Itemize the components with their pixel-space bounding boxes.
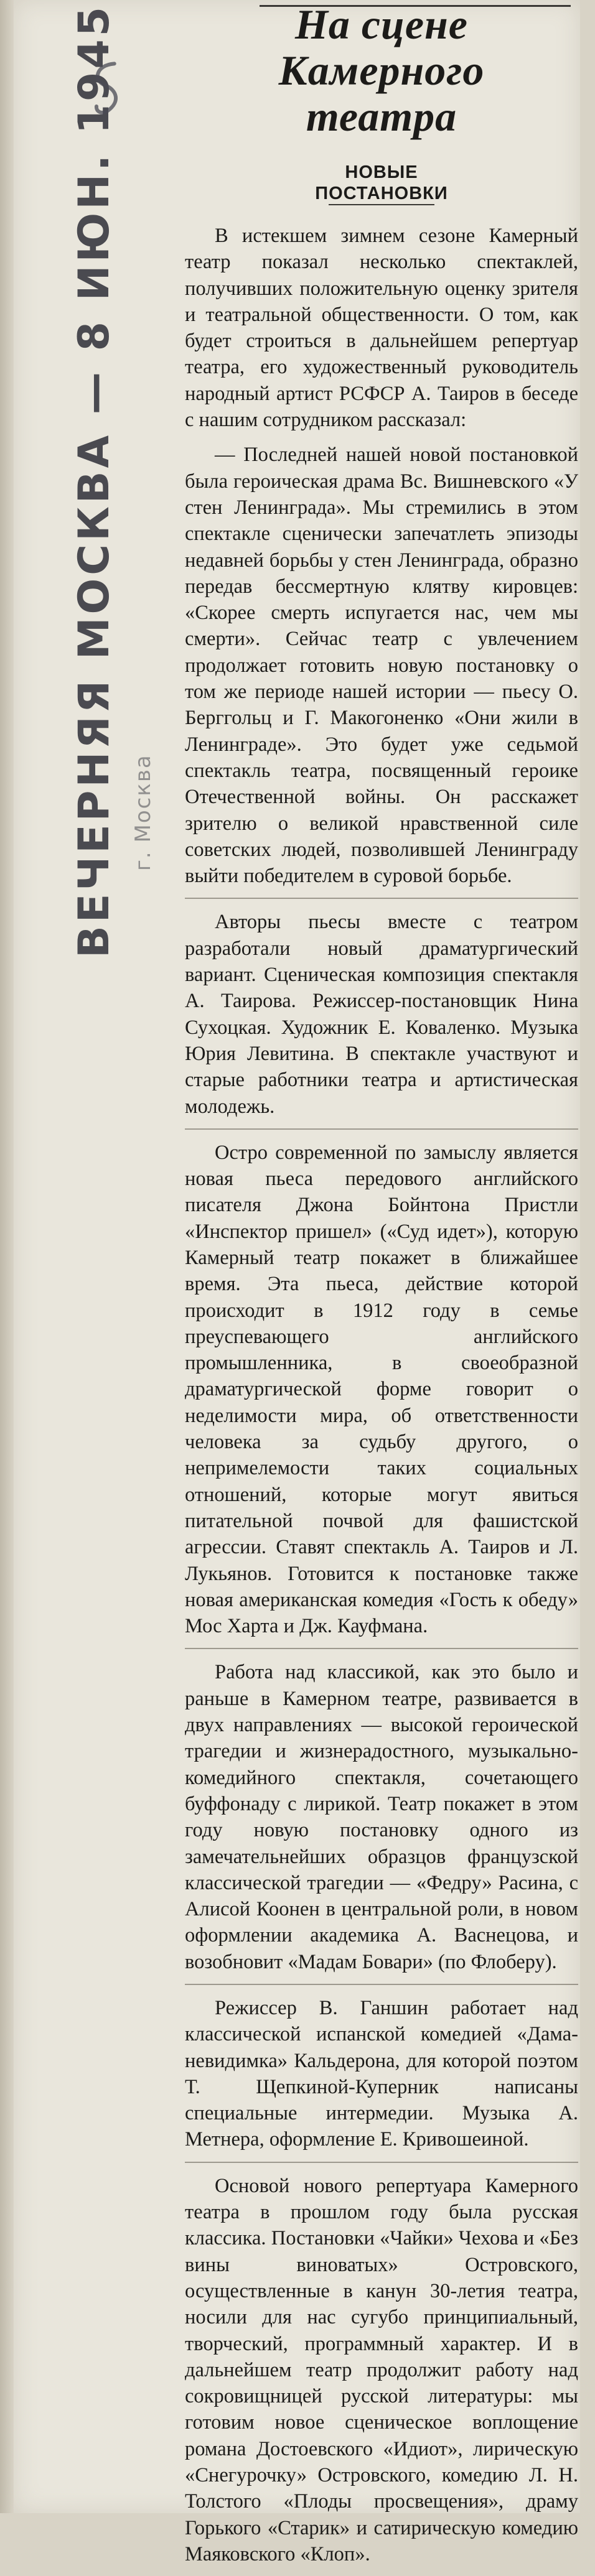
stamp-city: г. Москва xyxy=(131,754,156,871)
article-body xyxy=(185,223,578,2567)
paragraph-divider xyxy=(185,1128,578,1130)
paragraph-leningrad: — Последней нашей новой постановкой была героическая драма Вс. Вишневского «У стен Ленинграда». Мы стремились в этом спектакле сценически запечатлеть эпизоды недавней борьбы у стен Ленинграда, образно передав бессмертную клятву кировцев: «Скорее смерть испугается нас, чем мы смерти». Сейчас театр с увлечением продолжает готовить новую постановку о том же периоде нашей истории — пьесу О. Берггольц и Г. Макогоненко «Они жили в Ленинграде». Это будет уже седьмой спектакль театра, посвященный героике Отечественной войны. Он расскажет зрителю о великой нравственной силе советских людей, позволившей Ленинграду выйти победителем в суровой борьбе. xyxy=(185,444,578,888)
paragraph-divider xyxy=(185,1984,578,1985)
paragraph-divider xyxy=(185,2162,578,2163)
subhead-rule xyxy=(329,204,434,205)
paragraph-russian-classics: Основой нового репертуара Камерного театра в прошлом году была русская классика. Постановки «Чайки» Чехова и «Без вины виноватых» Островского, осуществленные в канун 30-летия театра, носили для нас сугубо принципиальный, творческий, программный характер. И в дальнейшем театр продолжит работу над сокровищницей русской литературы: мы готовим новое сценическое воплощение романа Достоевского «Идиот», лирическую «Снегурочку» Островского, комедию Л. Н. Толстого «Плоды просвещения», драму Горького «Старик» и сатирическую комедию Маяковского «Клоп». xyxy=(185,2174,578,2565)
handwritten-mark xyxy=(83,57,135,128)
newspaper-date-stamp xyxy=(57,4,188,958)
headline-line-3: театра xyxy=(306,93,457,140)
paragraph-calderon: Режиссер В. Ганшин работает над классической испанской комедией «Дама-невидимка» Кальдерона, для которой поэтом Т. Щепкиной-Куперник написаны специальные интермедии. Музыка А. Метнера, оформление Е. Кривошеиной. xyxy=(185,1997,578,2151)
paragraph-divider xyxy=(185,898,578,899)
stamp-text: ВЕЧЕРНЯЯ МОСКВА — 8 ИЮН. 1945 xyxy=(70,4,119,958)
paragraph-divider xyxy=(185,1648,578,1649)
headline-line-1: На сцене xyxy=(294,1,468,48)
subhead-line-1: НОВЫЕ xyxy=(345,162,418,182)
paragraph-classics: Работа над классикой, как это было и раньше в Камерном театре, развивается в двух направлениях — высокой героической трагедии и жизнерадостного, музыкально-комедийного спектакля, сочетающего буффонаду с лирикой. Театр покажет в этом году новую постановку одного из замечательнейших образцов французской классической трагедии — «Федру» Расина, с Алисой Коонен в центральной роли, в новом оформлении академика А. Васнецова, и возобновит «Мадам Бовари» (по Флоберу). xyxy=(185,1661,578,1973)
subhead-line-2: ПОСТАНОВКИ xyxy=(315,184,448,203)
top-rule xyxy=(260,5,571,7)
newspaper-clipping xyxy=(14,0,580,2565)
page-edge-shadow xyxy=(0,0,14,2513)
paragraph-intro: В истекшем зимнем сезоне Камерный театр показал несколько спектаклей, получивших положительную оценку зрителя и театральной общественности. О том, как будет строиться в дальнейшем репертуар театра, его художественный руководитель народный артист РСФСР А. Таиров в беседе с нашим сотрудником рассказал: xyxy=(185,225,578,432)
paragraph-authors: Авторы пьесы вместе с театром разработали новый драматургический вариант. Сценическая композиция спектакля А. Таирова. Режиссер-постановщик Нина Сухоцкая. Художник Е. Коваленко. Музыка Юрия Левитина. В спектакле участвуют и старые работники театра и артистическая молодежь. xyxy=(185,911,578,1118)
headline-line-2: Камерного xyxy=(278,47,485,94)
article-column xyxy=(185,0,578,2576)
article-headline xyxy=(185,0,578,139)
paragraph-priestley: Остро современной по замыслу является новая пьеса передового английского писателя Джона Бойнтона Пристли «Инспектор пришел» («Суд идет»), которую Камерный театр покажет в ближайшее время. Эта пьеса, действие которой происходит в 1912 году в семье преуспевающего английского промышленника, в своеобразной драматургической форме говорит о неделимости мира, об ответственности человека за судьбу другого, о непримелемости таких социальных отношений, которые могут явиться питательной почвой для фашистской агрессии. Ставят спектакль А. Таиров и Л. Лукьянов. Готовится к постановке также новая американская комедия «Гость к обеду» Мос Харта и Дж. Кауфмана. xyxy=(185,1141,578,1638)
article-subhead xyxy=(185,162,578,204)
